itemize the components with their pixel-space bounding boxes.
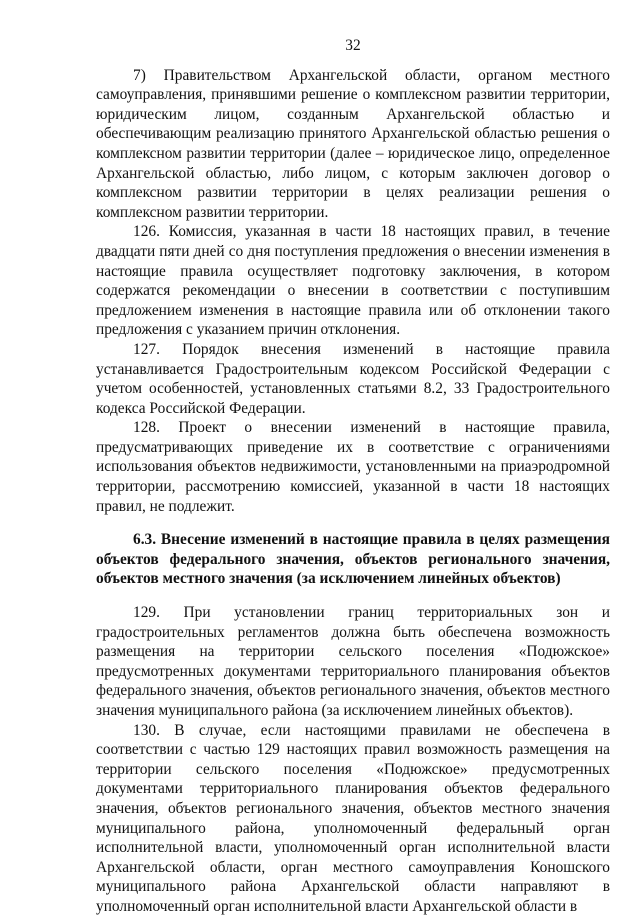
- paragraph-item-7: 7) Правительством Архангельской области, органом местного самоуправления, принявшими решение о комплексном развитии территории, юридическим лицом, созданным Архангельской областью и обеспечивающим реализацию принятого Архангельской областью решения о комплексном развитии территории (далее – юридическое лицо, определенное Архангельской областью, либо лицом, с которым заключен договор о комплексном развитии территории в целях реализации решения о комплексном развитии территории.: [96, 66, 610, 221]
- page-number: 32: [345, 37, 361, 54]
- paragraph-130: 130. В случае, если настоящими правилами не обеспечена в соответствии с частью 129 настоящих правил возможность размещения на территории сельского поселения «Подюжское» предусмотренных документами территориального планирования объектов федерального значения, объектов регионального значения, объектов местного значения муниципального района, уполномоченный федеральный орган исполнительной власти, уполномоченный орган исполнительной власти Архангельской области, орган местного самоуправления Коношского муниципального района Архангельской области направляют в уполномоченный орган исполнительной власти Архангельской области в: [96, 721, 610, 915]
- paragraph-126: 126. Комиссия, указанная в части 18 настоящих правил, в течение двадцати пяти дней со дня поступления предложения о внесении изменения в настоящие правила осуществляет подготовку заключения, в котором содержатся рекомендации о внесении в соответствии с поступившим предложением изменения в настоящие правила или об отклонении такого предложения с указанием причин отклонения.: [96, 223, 610, 339]
- section-heading-6-3: 6.3. Внесение изменений в настоящие правила в целях размещения объектов федерального значения, объектов регионального значения, объектов местного значения (за исключением линейных объектов): [96, 531, 610, 588]
- paragraph-128: 128. Проект о внесении изменений в настоящие правила, предусматривающих приведение их в соответствие с ограничениями использования объектов недвижимости, установленными на приаэродромной территории, рассмотрению комиссией, указанной в части 18 настоящих правил, не подлежит.: [96, 419, 610, 515]
- paragraph-127: 127. Порядок внесения изменений в настоящие правила устанавливается Градостроительным кодексом Российской Федерации с учетом особенностей, установленных статьями 8.2, 33 Градостроительного кодекса Российской Федерации.: [96, 340, 610, 417]
- paragraph-129: 129. При установлении границ территориальных зон и градостроительных регламентов должна быть обеспечена возможность размещения на территории сельского поселения «Подюжское» предусмотренных документами территориального планирования объектов федерального значения, объектов регионального значения, объектов местного значения муниципального района (за исключением линейных объектов).: [96, 604, 610, 719]
